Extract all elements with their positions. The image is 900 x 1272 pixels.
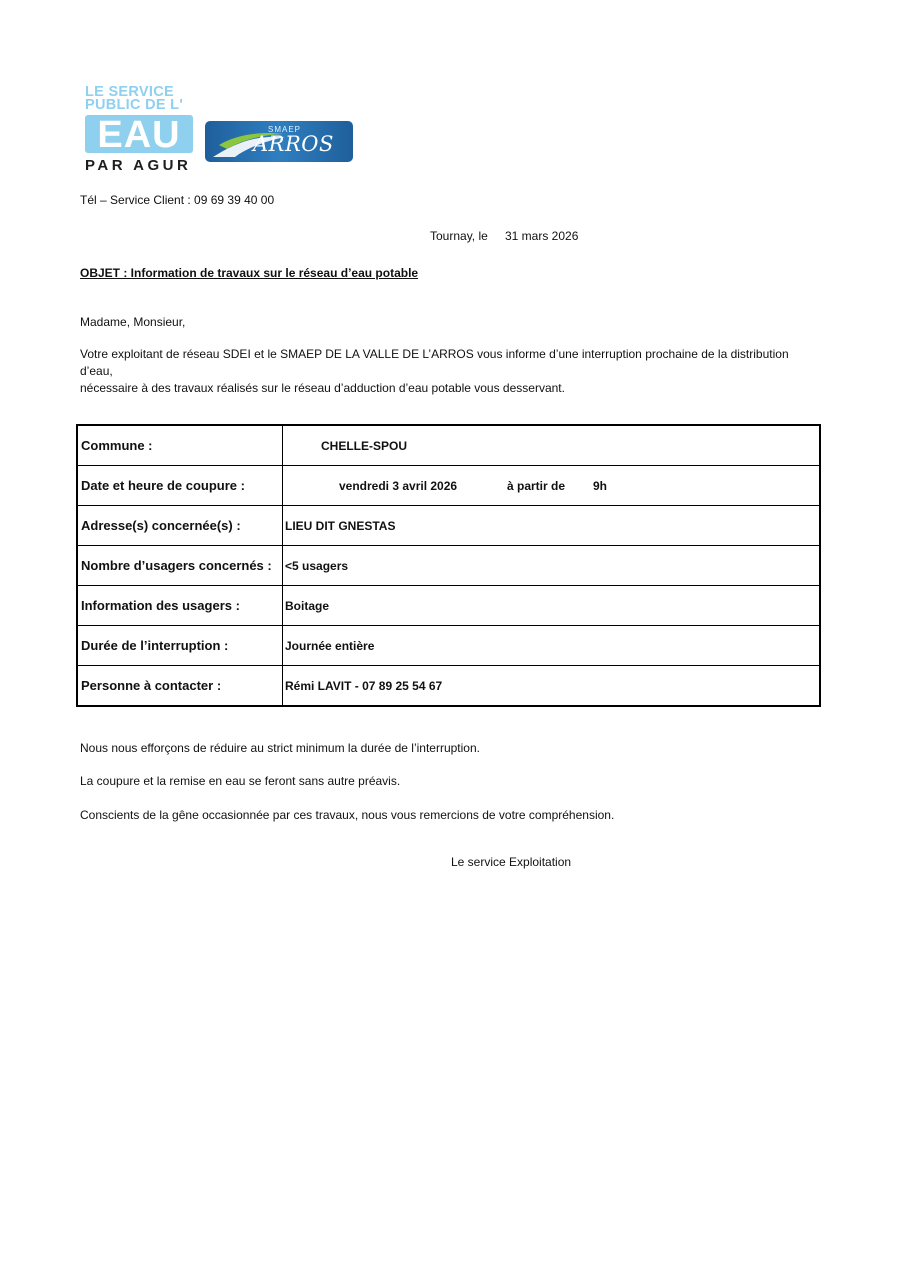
date-cell [283,466,821,506]
address-label: Adresse(s) concernée(s) : [77,506,283,546]
users-info-value: Boitage [283,586,821,626]
date-from: à partir de [507,478,566,493]
date-label: Date et heure de coupure : [77,466,283,506]
logo-smaep-label: SMAEP [268,125,302,134]
letter-date: 31 mars 2026 [505,229,579,243]
closing-line-2: La coupure et la remise en eau se feront sans autre préavis. [80,774,401,788]
table-row [77,425,820,466]
closing-line-1: Nous nous efforçons de réduire au strict minimum la durée de l’interruption. [80,741,480,755]
commune-label: Commune : [77,425,283,466]
table-row [77,666,820,707]
duration-label: Durée de l’interruption : [77,626,283,666]
intro-line-1: Votre exploitant de réseau SDEI et le SMAEP DE LA VALLE DE L’ARROS vous informe d’une interruption prochaine de la distribution d’eau, [80,347,789,378]
table-row [77,586,820,626]
date-value: vendredi 3 avril 2026 [339,478,458,493]
logo-eau-big: EAU [85,115,193,153]
intro-line-2: nécessaire à des travaux réalisés sur le réseau d’adduction d’eau potable vous desservant. [80,381,565,395]
smaep-arros-logo [205,121,353,162]
logo-arros-name: ARROS [253,132,334,156]
signature: Le service Exploitation [451,855,572,869]
users-count-value: <5 usagers [283,546,821,586]
place-label: Tournay, le [430,229,488,243]
contact-value: Rémi LAVIT - 07 89 25 54 67 [283,666,821,707]
users-count-label: Nombre d’usagers concernés : [77,546,283,586]
logo-eau-line1: LE SERVICE [85,84,174,100]
customer-service-phone: Tél – Service Client : 09 69 39 40 00 [80,193,275,207]
closing-line-3: Conscients de la gêne occasionnée par ces travaux, nous vous remercions de votre compréhension. [80,808,615,822]
intro-paragraph [80,346,800,397]
contact-label: Personne à contacter : [77,666,283,707]
logo-eau-line3: PAR AGUR [85,157,192,174]
commune-value: CHELLE-SPOU [321,438,408,453]
logo-eau-line2: PUBLIC DE L' [85,97,184,113]
letter-subject: OBJET : Information de travaux sur le réseau d’eau potable [80,266,419,280]
table-row [77,546,820,586]
commune-cell [283,425,821,466]
interruption-info-table [76,424,821,707]
table-row [77,506,820,546]
table-row [77,466,820,506]
table-row [77,626,820,666]
eau-par-agur-logo [85,86,197,178]
salutation: Madame, Monsieur, [80,315,186,329]
address-value: LIEU DIT GNESTAS [283,506,821,546]
duration-value: Journée entière [283,626,821,666]
users-info-label: Information des usagers : [77,586,283,626]
date-hour: 9h [593,478,608,493]
